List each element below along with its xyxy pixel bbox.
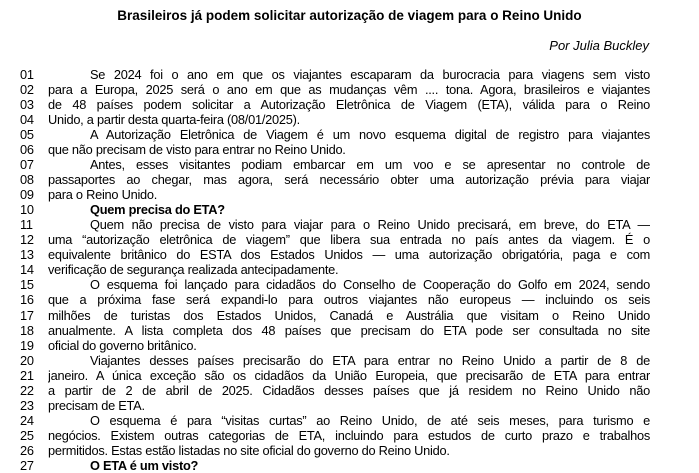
line-text: negócios. Existem outras categorias de ETA, incluindo para estudos de curto prazo e trabalhos [48,427,650,443]
line-text: que não precisam de visto para entrar no Reino Unido. [48,142,346,158]
line-number: 21 [20,367,34,383]
line-text: uma “autorização eletrônica de viagem” que libera sua entrada no país antes da viagem. É o [48,232,650,248]
line-text: A Autorização Eletrônica de Viagem é um novo esquema digital de registro para viajantes [90,127,650,143]
line-text: permitidos. Estas estão listadas no site oficial do governo do Reino Unido. [48,442,450,458]
line-text: equivalente britânico do ESTA dos Estados Unidos — uma autorização obrigatória, paga e com [48,247,650,263]
line-number: 08 [20,172,34,188]
line-number: 24 [20,412,34,428]
line-text: Viajantes desses países precisarão do ETA para entrar no Reino Unido a partir de 8 de [90,352,650,368]
text-line [0,142,699,157]
line-number: 26 [20,442,34,458]
line-number: 17 [20,307,34,323]
line-number: 15 [20,277,34,293]
section-heading: Quem precisa do ETA? [90,202,225,218]
text-line [0,112,699,127]
text-line [0,353,699,368]
line-number: 14 [20,262,34,278]
text-line [0,82,699,97]
line-text: passaportes ao chegar, mas agora, será necessário obter uma autorização prévia para viajar [48,172,650,188]
text-line [0,262,699,277]
line-number: 09 [20,187,34,203]
line-text: verificação de segurança realizada antecipadamente. [48,262,339,278]
line-number: 12 [20,232,34,248]
line-number: 22 [20,382,34,398]
line-number: 02 [20,82,34,98]
line-number: 13 [20,247,34,263]
text-line [0,277,699,292]
text-line [0,413,699,428]
text-line [0,338,699,353]
line-number: 07 [20,157,34,173]
line-text: a partir de 2 de abril de 2025. Cidadãos desses países que já residem no Reino Unido não [48,382,650,398]
text-line [0,428,699,443]
line-text: Quem não precisa de visto para viajar para o Reino Unido precisará, em breve, do ETA — [90,217,650,233]
line-number: 03 [20,97,34,113]
section-heading: O ETA é um visto? [90,457,199,473]
line-number: 16 [20,292,34,308]
text-line [0,172,699,187]
line-number: 04 [20,112,34,128]
line-text: O esquema foi lançado para cidadãos do Conselho de Cooperação do Golfo em 2024, sendo [90,277,650,293]
text-line [0,217,699,232]
line-number: 18 [20,322,34,338]
line-number: 10 [20,202,34,218]
section-heading-line [0,458,699,473]
section-heading-line [0,202,699,217]
line-number: 20 [20,352,34,368]
text-line [0,308,699,323]
line-text: precisam de ETA. [48,397,145,413]
line-number: 23 [20,397,34,413]
line-text: para o Reino Unido. [48,187,158,203]
line-number: 11 [20,217,33,233]
line-number: 25 [20,427,34,443]
article-author: Por Julia Buckley [549,38,649,53]
line-text: O esquema é para “visitas curtas” ao Reino Unido, de até seis meses, para turismo e [90,412,650,428]
text-line [0,187,699,202]
line-text: milhões de turistas dos Estados Unidos, Canadá e Austrália que visitam o Reino Unido [48,307,650,323]
line-number: 06 [20,142,34,158]
line-text: de 48 países podem solicitar a Autorização Eletrônica de Viagem (ETA), válida para o Reino [48,97,650,113]
line-text: oficial do governo britânico. [48,337,197,353]
text-line [0,127,699,142]
text-line [0,443,699,458]
line-number: 27 [20,457,34,473]
text-line [0,292,699,307]
article-title: Brasileiros já podem solicitar autorização de viagem para o Reino Unido [117,8,582,23]
text-line [0,247,699,262]
text-line [0,323,699,338]
text-line [0,398,699,413]
line-text: Se 2024 foi o ano em que os viajantes escaparam da burocracia para viagens sem visto [90,67,650,82]
text-line [0,157,699,172]
line-text: janeiro. A única exceção são os cidadãos da União Europeia, que precisarão de ETA para entrar [48,367,650,383]
text-line [0,67,699,82]
numbered-text-body [0,67,699,473]
line-text: anualmente. A lista completa dos 48 países que precisam do ETA pode ser consultada no site [48,322,650,338]
line-text: Antes, esses visitantes podiam embarcar em um voo e se apresentar no controle de [90,157,650,173]
text-line [0,368,699,383]
line-text: Unido, a partir desta quarta-feira (08/01/2025). [48,112,300,128]
line-text: para a Europa, 2025 será o ano em que as mudanças vêm .... tona. Agora, brasileiros e viajantes [48,82,650,98]
line-number: 05 [20,127,34,143]
text-line [0,97,699,112]
text-line [0,383,699,398]
line-number: 19 [20,337,34,353]
line-number: 01 [20,67,34,82]
text-line [0,232,699,247]
line-text: que a próxima fase será expandi-lo para outros viajantes não europeus — incluindo os seis [48,292,650,308]
